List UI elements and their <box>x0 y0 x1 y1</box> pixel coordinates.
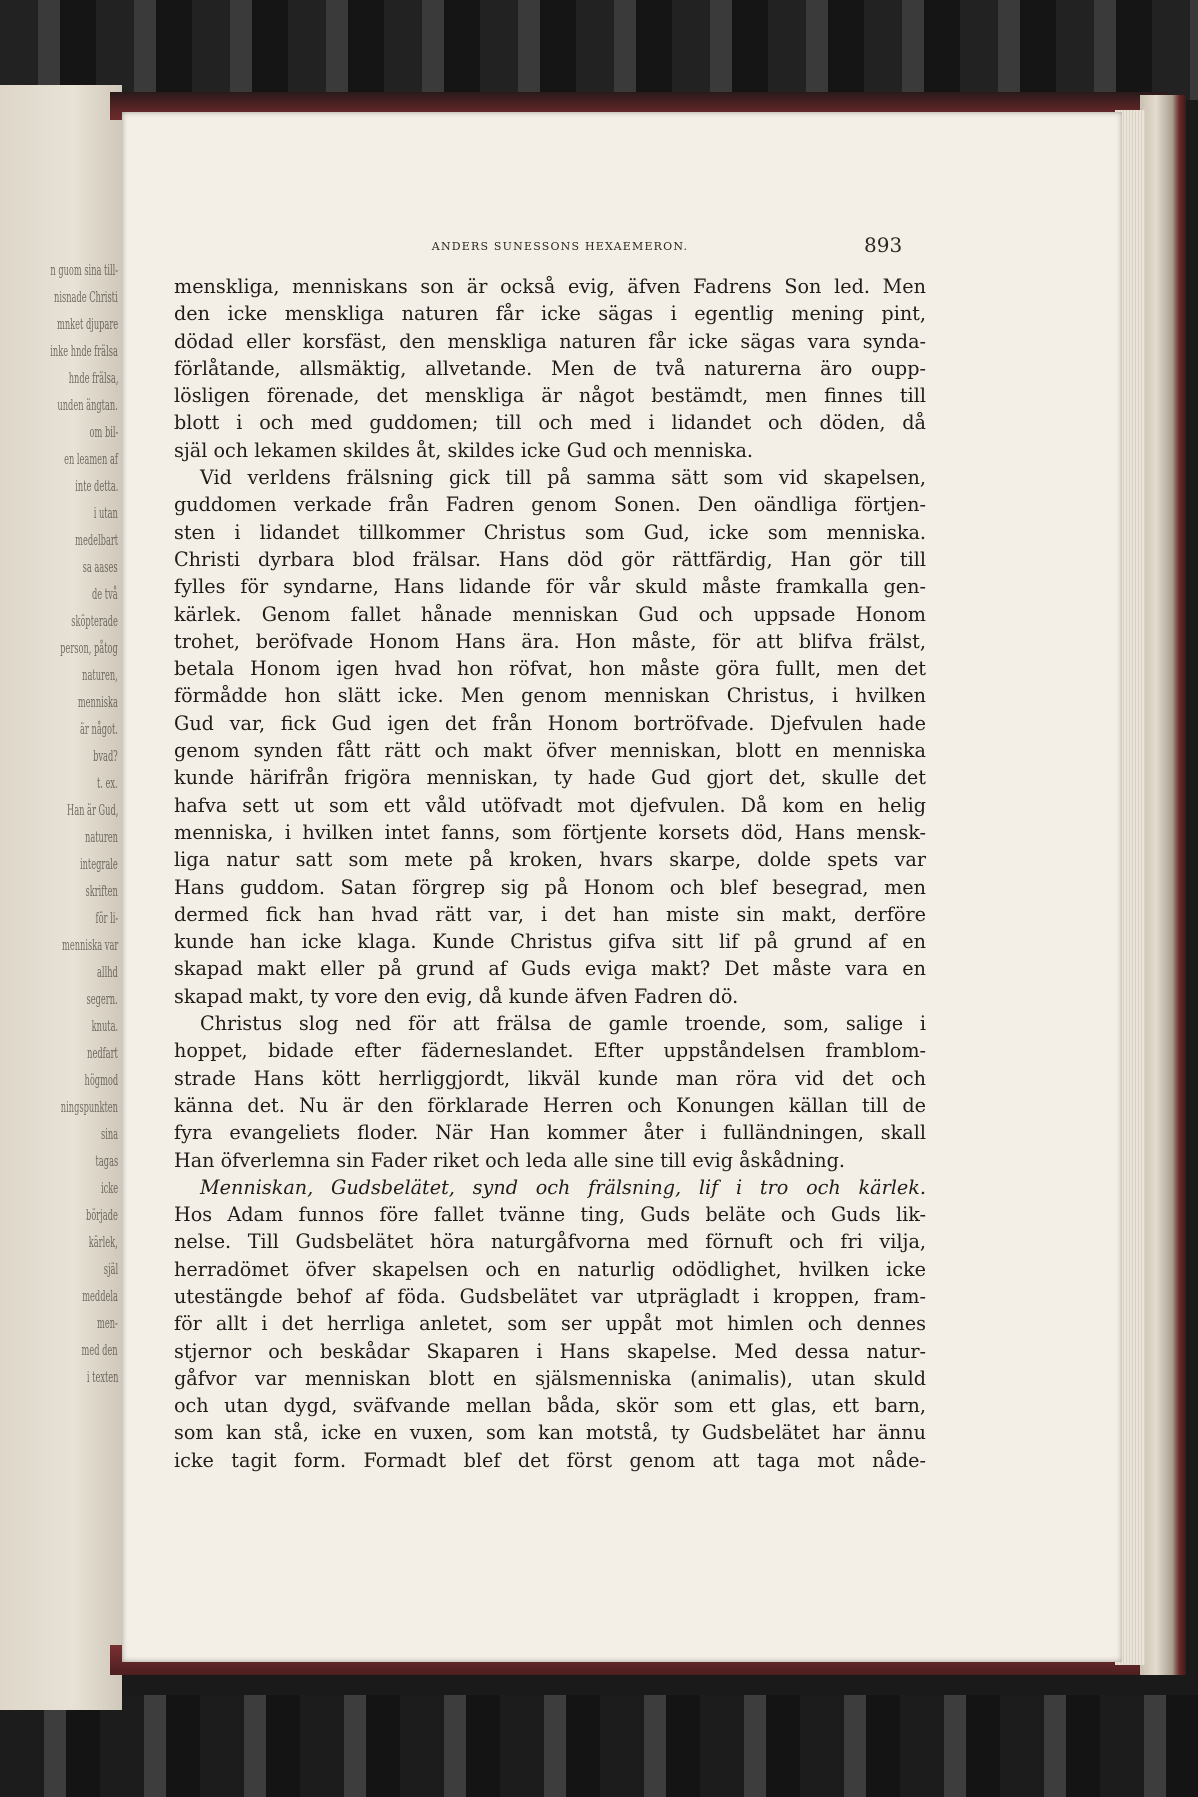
left-page-fragment: hnde frälsa, <box>68 369 118 387</box>
left-page-fragment: de två <box>92 585 118 603</box>
left-page-fragment: sa aases <box>83 558 118 576</box>
page-number: 893 <box>864 233 903 257</box>
text-line: och utan dygd, sväfvande mellan båda, skör som ett glas, ett barn, <box>174 1394 926 1418</box>
left-page-fragment: för li- <box>95 909 118 927</box>
text-line: menniska, i hvilken intet fanns, som förtjente korsets död, Hans mensk- <box>174 820 926 844</box>
text-line: betala Honom igen hvad hon röfvat, hon måste göra fullt, men det <box>174 657 926 681</box>
left-page-fragment: nedfart <box>87 1044 118 1062</box>
text-line: kunde härifrån frigöra menniskan, ty hade Gud gjort det, skulle det <box>174 766 926 790</box>
text-line: förlåtande, allsmäktig, allvetande. Men de två naturerna äro oupp- <box>174 356 926 380</box>
left-page-fragment: en leamen af <box>64 450 118 468</box>
left-page-fragment: i texten <box>86 1368 118 1386</box>
text-line: fylles för syndarne, Hans lidande för vår skuld måste framkalla gen- <box>174 575 926 599</box>
left-page-fragment: började <box>86 1206 118 1224</box>
left-page-fragment: knuta. <box>91 1017 118 1035</box>
left-page-fragment: menniska var <box>61 936 118 954</box>
text-line: skapad makt, ty vore den evig, då kunde äfven Fadren dö. <box>174 984 739 1008</box>
text-line: Christus slog ned för att frälsa de gamle troende, som, salige i <box>200 1012 926 1036</box>
text-line: dermed fick han hvad rätt var, i det han miste sin makt, derföre <box>174 902 926 926</box>
text-line: förmådde hon slätt icke. Men genom menniskan Christus, i hvilken <box>174 684 926 708</box>
text-line: kärlek. Genom fallet hånade menniskan Gud och uppsade Honom <box>174 602 926 626</box>
left-page-fragment: ningspunkten <box>60 1098 118 1116</box>
text-line: fyra evangeliets floder. När Han kommer åter i fulländningen, skall <box>174 1121 926 1145</box>
left-page-fragment: unden ängtan. <box>57 396 118 414</box>
left-page-fragment: menniska <box>77 693 118 711</box>
text-line: Hans guddom. Satan förgrep sig på Honom och blef besegrad, men <box>174 875 926 899</box>
text-line: Hos Adam funnos före fallet tvänne ting, Guds beläte och Guds lik- <box>174 1203 926 1227</box>
left-page-fragment: kärlek, <box>88 1233 118 1251</box>
text-line: strade Hans kött herrliggjordt, likväl kunde man röra vid det och <box>174 1066 926 1090</box>
left-page-fragment: meddela <box>82 1287 118 1305</box>
left-page-fragment: inte detta. <box>74 477 118 495</box>
text-line: skapad makt eller på grund af Guds eviga makt? Det måste vara en <box>174 957 926 981</box>
left-page-fragment: n guom sina till- <box>50 261 118 279</box>
text-line: stjernor och beskådar Skaparen i Hans skapelse. Med dessa natur- <box>174 1339 926 1363</box>
left-page-fragment: med den <box>81 1341 118 1359</box>
text-line: trohet, beröfvade Honom Hans ära. Hon måste, för att blifva frälst, <box>174 629 926 653</box>
text-line: sten i lidandet tillkommer Christus som Gud, icke som menniska. <box>174 520 926 544</box>
left-page-fragment: integrale <box>80 855 118 873</box>
left-page-fragment: i utan <box>93 504 118 522</box>
text-line: liga natur satt som mete på kroken, hvars skarpe, dolde spets var <box>174 848 926 872</box>
left-page-fragment: person, påtog <box>60 639 118 657</box>
text-line: känna det. Nu är den förklarade Herren och Konungen källan till de <box>174 1093 926 1117</box>
text-line: nelse. Till Gudsbelätet höra naturgåfvorna med förnuft och fri vilja, <box>174 1230 926 1254</box>
left-page-fragment: naturen, <box>82 666 118 684</box>
text-line: Han öfverlemna sin Fader riket och leda alle sine till evig åskådning. <box>174 1148 845 1172</box>
text-line: som kan stå, icke en vuxen, som kan motstå, ty Gudsbelätet har ännu <box>174 1421 926 1445</box>
left-page-fragment: om bil- <box>89 423 118 441</box>
left-page-fragment: nisnade Christi <box>54 288 118 306</box>
text-line: Christi dyrbara blod frälsar. Hans död gör rättfärdig, Han gör till <box>174 547 926 571</box>
left-facing-page <box>0 85 122 1710</box>
left-page-fragment: bvad? <box>93 747 118 765</box>
text-line: icke tagit form. Formadt blef det först genom att taga mot nåde- <box>174 1448 926 1472</box>
text-line: blott i och med guddomen; till och med i lidandet och döden, då <box>174 411 926 435</box>
text-line: utestängde behof af föda. Gudsbelätet var utprägladt i kroppen, fram- <box>174 1284 926 1308</box>
left-page-fragment: medelbart <box>75 531 118 549</box>
scanner-bed-top <box>0 0 1198 100</box>
text-line: dödad eller korsfäst, den menskliga naturen får icke sägas vara synda- <box>174 329 926 353</box>
text-line: Menniskan, Gudsbelätet, synd och frälsning, lif i tro och kärlek. <box>200 1175 926 1199</box>
text-line: för allt i det herrliga anletet, som ser uppåt mot himlen och dennes <box>174 1312 926 1336</box>
left-page-fragment: t. ex. <box>97 774 118 792</box>
text-line: kunde han icke klaga. Kunde Christus gifva sitt lif på grund af en <box>174 930 926 954</box>
text-line: Vid verldens frälsning gick till på samma sätt som vid skapelsen, <box>200 466 926 490</box>
left-page-fragment: är något. <box>80 720 118 738</box>
left-page-fragment: icke <box>100 1179 118 1197</box>
left-page-fragment: sköpterade <box>71 612 118 630</box>
left-page-fragment: själ <box>103 1260 118 1278</box>
text-line: lösligen förenade, det menskliga är något bestämdt, men finnes till <box>174 384 926 408</box>
left-page-fragment: naturen <box>85 828 118 846</box>
left-page-fragment: sina <box>100 1125 118 1143</box>
left-page-fragment: mnket djupare <box>56 315 118 333</box>
book-cover-right-edge <box>1140 95 1186 1675</box>
scanner-bed-bottom <box>0 1695 1198 1797</box>
text-line: gåfvor var menniskan blott en själsmenniska (animalis), utan skuld <box>174 1366 926 1390</box>
text-line: den icke menskliga naturen får icke sägas i egentlig mening pint, <box>174 302 926 326</box>
running-head: ANDERS SUNESSONS HEXAEMERON. <box>431 240 689 253</box>
left-page-fragment: skriften <box>85 882 118 900</box>
text-line: själ och lekamen skildes åt, skildes icke Gud och menniska. <box>174 438 753 462</box>
text-line: hoppet, bidade efter fäderneslandet. Efter uppståndelsen framblom- <box>174 1039 926 1063</box>
body-text <box>174 273 926 1474</box>
left-page-fragment: Han är Gud, <box>66 801 118 819</box>
text-line: genom synden fått rätt och makt öfver menniskan, blott en menniska <box>174 739 926 763</box>
left-page-fragment: högmod <box>84 1071 118 1089</box>
text-line: Gud var, fick Gud igen det från Honom bortröfvade. Djefvulen hade <box>174 711 926 735</box>
text-line: hafva sett ut som ett våld utöfvadt mot djefvulen. Då kom en helig <box>174 793 926 817</box>
text-line: guddomen verkade från Fadren genom Sonen. Den oändliga förtjen- <box>174 493 926 517</box>
left-page-fragment: men- <box>97 1314 118 1332</box>
text-line: herradömet öfver skapelsen och en naturlig odödlighet, hvilken icke <box>174 1257 926 1281</box>
text-line: menskliga, menniskans son är också evig, äfven Fadrens Son led. Men <box>174 275 926 298</box>
left-page-fragment: tagas <box>95 1152 118 1170</box>
left-page-fragment: segern. <box>86 990 118 1008</box>
left-page-fragment: allhd <box>97 963 118 981</box>
left-page-fragment: inke hnde frälsa <box>50 342 118 360</box>
